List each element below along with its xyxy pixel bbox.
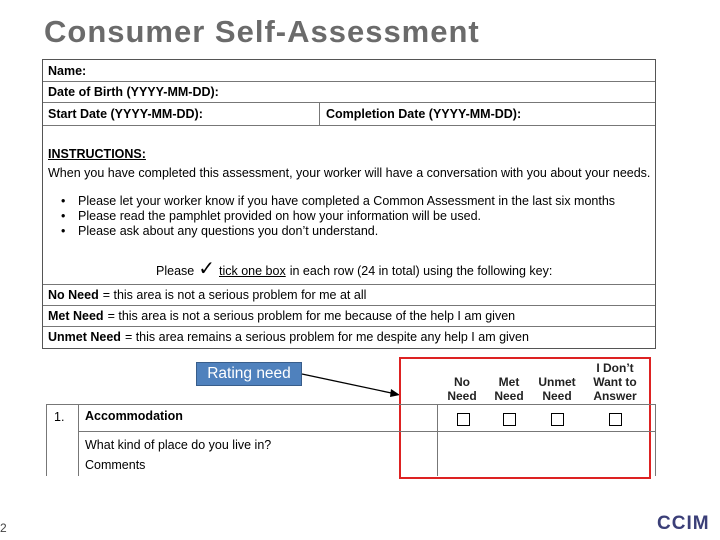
column-header-line: No	[454, 375, 470, 389]
column-header-line: Want to	[593, 375, 637, 389]
legend-met-need	[43, 305, 655, 326]
please-prefix: Please	[156, 264, 195, 278]
legend-term: No Need	[48, 288, 99, 302]
column-header-line: Need	[494, 389, 524, 403]
tick-one-box-text: tick one box	[219, 264, 286, 278]
please-suffix: in each row (24 in total) using the following key:	[289, 264, 553, 278]
page-number: 2	[0, 521, 7, 535]
callout-arrow-icon	[300, 370, 404, 400]
column-header-unmet-need	[531, 375, 583, 403]
column-divider	[437, 405, 438, 476]
column-header-line: Need	[447, 389, 477, 403]
comments-label: Comments	[85, 458, 146, 472]
row-divider	[78, 431, 655, 432]
legend-definition: = this area is not a serious problem for me at all	[102, 288, 367, 302]
checkbox-dont-want-to-answer[interactable]	[609, 413, 622, 426]
column-header-line: Met	[498, 375, 520, 389]
assessment-table	[46, 404, 656, 476]
item-title: Accommodation	[85, 409, 183, 423]
start-date-label[interactable]: Start Date (YYYY-MM-DD):	[48, 107, 203, 121]
completion-date-label[interactable]: Completion Date (YYYY-MM-DD):	[319, 103, 521, 125]
tick-instruction	[156, 260, 552, 278]
column-divider	[78, 405, 79, 476]
legend-definition: = this area remains a serious problem for me despite any help I am given	[124, 330, 529, 344]
column-header-no-need	[438, 375, 486, 403]
name-row[interactable]	[43, 60, 655, 82]
column-header-line: Need	[542, 389, 572, 403]
column-header-line: I Don’t	[596, 361, 634, 375]
rating-need-callout: Rating need	[196, 362, 302, 386]
instruction-bullet: • Please ask about any questions you don’t understand.	[61, 224, 615, 239]
instructions-text: When you have completed this assessment, your worker will have a conversation with you about your needs.	[48, 166, 651, 180]
dob-row[interactable]	[43, 82, 655, 103]
column-header-dont-want-to-answer	[587, 361, 643, 403]
legend-unmet-need	[43, 326, 655, 347]
checkmark-icon: ✓	[198, 258, 215, 280]
instructions-heading: INSTRUCTIONS:	[48, 147, 146, 161]
legend-no-need	[43, 284, 655, 305]
column-header-met-need	[485, 375, 533, 403]
dates-row	[43, 103, 655, 126]
instructions-list	[61, 194, 615, 239]
item-question: What kind of place do you live in?	[85, 438, 272, 452]
page-title: Consumer Self-Assessment	[44, 14, 480, 49]
dob-label: Date of Birth (YYYY-MM-DD):	[48, 85, 219, 99]
name-label: Name:	[48, 63, 87, 78]
column-header-line: Unmet	[538, 375, 576, 389]
legend-term: Unmet Need	[48, 330, 121, 344]
legend-definition: = this area is not a serious problem for me because of the help I am given	[107, 309, 516, 323]
assessment-form	[42, 59, 656, 349]
instruction-bullet: • Please read the pamphlet provided on how your information will be used.	[61, 209, 615, 224]
checkbox-unmet-need[interactable]	[551, 413, 564, 426]
ccim-logo: CCIM	[657, 513, 710, 534]
checkbox-met-need[interactable]	[503, 413, 516, 426]
instruction-bullet: • Please let your worker know if you have completed a Common Assessment in the last six months	[61, 194, 615, 209]
legend-term: Met Need	[48, 309, 104, 323]
checkbox-no-need[interactable]	[457, 413, 470, 426]
column-header-line: Answer	[593, 389, 637, 403]
item-number: 1.	[54, 410, 65, 424]
